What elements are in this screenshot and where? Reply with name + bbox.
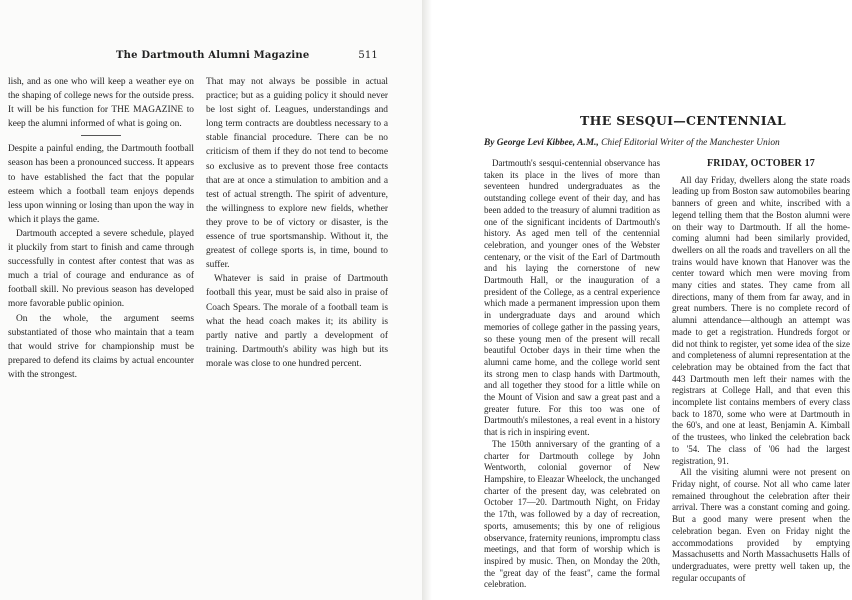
paragraph: All day Friday, dwellers along the state roads leading up from Boston saw automobiles bearing banners of green and white, inscribed with a legend telling them that the Boston alumni were on their way to Dartmouth. If all the home-coming alumni had been similarly provided, dwellers on all the roads and travellers on all the trains would have known that Hanover was the center toward which men were moving from many cities and states. They came from all directions, many of them from far away, and in great numbers. There is no complete record of alumni attendance—although an attempt was made to get a registration. Hundreds forgot or did not think to register, yet some idea of the size and completeness of alumni representation at the celebration may be obtained from the fact that 443 Dartmouth men left their names with the registrars at College Hall, and that even this incomplete list contains members of every class back to 1870, some who were at Dartmouth in the 60's, and one at least, Benjamin A. Kimball of the trustees, who linked the celebration back to '54. The class of '06 had the largest registration, 91. <box>672 174 850 466</box>
left-column-1 <box>8 75 194 382</box>
running-header <box>116 50 378 61</box>
magazine-title: The Dartmouth Alumni Magazine <box>116 50 310 61</box>
right-column-1 <box>484 158 660 591</box>
left-page <box>0 0 422 600</box>
article-title: THE SESQUI—CENTENNIAL <box>580 113 786 128</box>
page-number: 511 <box>358 50 378 61</box>
section-heading: FRIDAY, OCTOBER 17 <box>707 158 815 169</box>
paragraph: Despite a painful ending, the Dartmouth football season has been a pronounced success. It appears to have established the fact that the popular esteem which a football team enjoys depends less upon winning or losing than upon the way in which it plays the game. <box>8 144 194 225</box>
paragraph: On the whole, the argument seems substantiated of those who maintain that a team that would strive for championship must be prepared to defend its claims by actual encounter with the strongest. <box>8 313 194 380</box>
byline-role: Chief Editorial Writer of the Manchester Union <box>601 138 780 148</box>
book-gutter <box>422 0 432 600</box>
paragraph: Whatever is said in praise of Dartmouth football this year, must be said also in praise of Coach Spears. The morale of a football team is what the head coach makes it; its ability is partly native and partly a development of training. Dartmouth's ability was high but its morale was close to one hundred percent. <box>206 274 388 369</box>
paragraph: That may not always be possible in actual practice; but as a guiding policy it should never be lost sight of. Leagues, understandings and long term contracts are doubtless necessary to a stable financial procedure. There can be no criticism of them if they do not tend to become so exclusive as to prevent those free contacts that are at once a stimulation to ambition and a test of actual strength. The spirit of adventure, the willingness to explore new fields, whether they prove to be of victory or disaster, is the essence of true sportsmanship. Without it, the greatest of college sports is, in time, bound to suffer. <box>206 77 388 271</box>
paragraph: Dartmouth accepted a severe schedule, played it pluckily from start to finish and came through successfully in contest after contest that was as much a trial of courage and endurance as of football skill. No previous season has developed more favorable public opinion. <box>8 228 194 310</box>
divider <box>81 135 121 136</box>
right-column-2 <box>672 158 850 584</box>
paragraph: All the visiting alumni were not present on Friday night, of course. Not all who came later remained throughout the celebration after their arrival. There was a constant coming and going. But a good many were present when the celebration began. Even on Friday night the accommodations provided by emptying Massachusetts and North Massachusetts Halls of undergraduates, were pretty well taken up, the regular occupants of <box>672 467 850 583</box>
byline <box>484 138 844 148</box>
paragraph: Dartmouth's sesqui-centennial observance has taken its place in the lives of more than seventeen hundred undergraduates as the outstanding college event of their day, and has been added to the treasury of alumni tradition as one of the significant incidents of Dartmouth's history. As aged men tell of the centennial celebration, and younger ones of the Webster centenary, or the visit of the Earl of Dartmouth and his laying the cornerstone of new Dartmouth Hall, or the inauguration of a president of the College, as a central experience which made a permanent impression upon them in undergraduate days and around which memories of college gather in the passing years, so these young men of the present will recall beautiful October days in their time when the alumni came home, and the college world sent its strong men to clasp hands with Dartmouth, and all together they stood for a little while on the Mount of Vision and saw a great past and a greater future. For this too was one of Dartmouth's milestones, a real event in a history that is rich in inspiring event. <box>484 158 660 438</box>
paragraph: The 150th anniversary of the granting of a charter for Dartmouth college by John Wentworth, colonial governor of New Hampshire, to Eleazar Wheelock, the unchanged charter of the present day, was celebrated on October 17—20. Dartmouth Night, on Friday the 17th, was followed by a day of recreation, sports, amusements; this by one of religious observance, fraternity reunions, impromptu class meetings, and that form of worship which is inspired by music. Then, on Monday the 20th, the "great day of the feast", came the formal celebration. <box>484 438 660 590</box>
byline-author: By George Levi Kibbee, A.M., <box>484 138 602 148</box>
paragraph: lish, and as one who will keep a weather eye on the shaping of college news for the outside press. It will be his function for THE MAGAZINE to keep the alumni informed of what is going on. <box>8 77 194 130</box>
right-page <box>432 0 852 600</box>
left-column-2 <box>206 75 388 371</box>
